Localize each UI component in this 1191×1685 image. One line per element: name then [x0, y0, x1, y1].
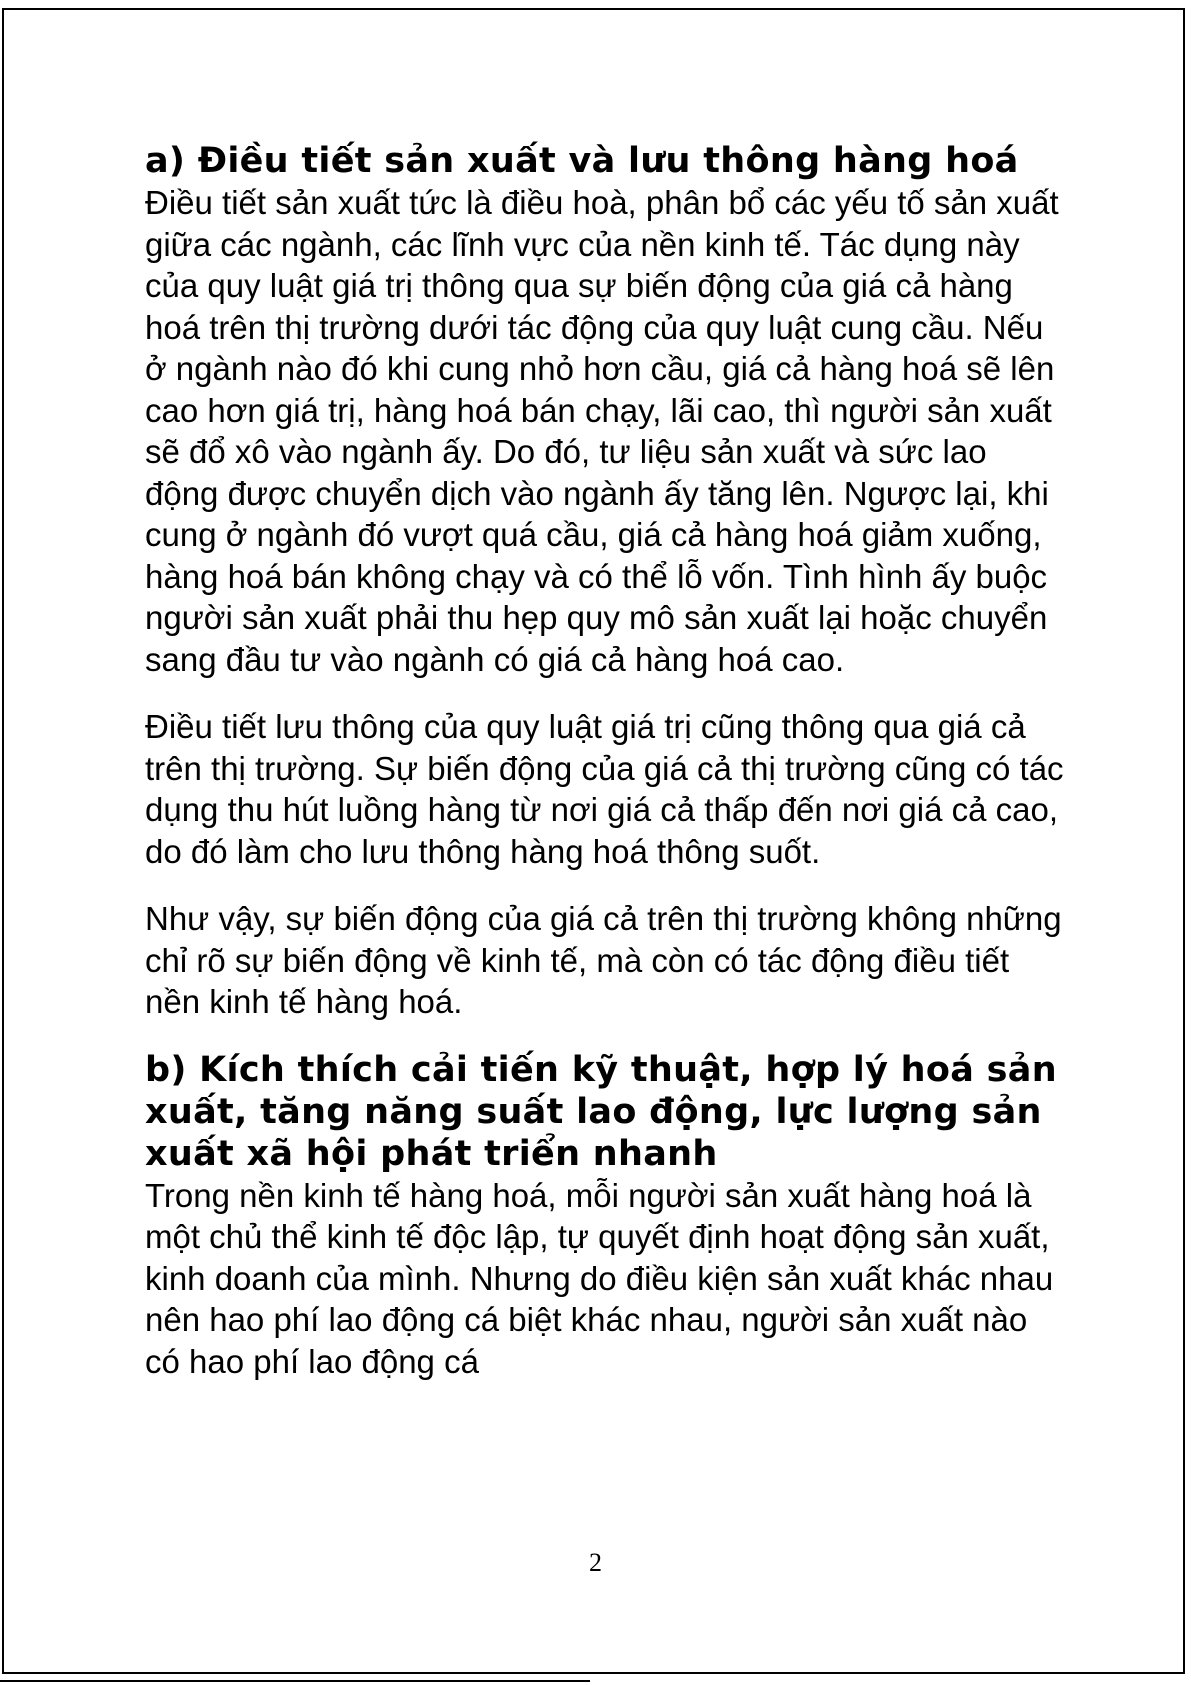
section-a-heading: a) Điều tiết sản xuất và lưu thông hàng hoá [145, 141, 1019, 181]
bottom-divider [0, 1680, 590, 1682]
page-number: 2 [589, 1548, 602, 1577]
section-a-paragraph-3: Như vậy, sự biến động của giá cả trên thị trường không những chỉ rõ sự biến động về kinh tế, mà còn có tác động điều tiết nền kinh tế hàng hoá. [145, 900, 1062, 1020]
section-a-paragraph-1: Điều tiết sản xuất tức là điều hoà, phân bổ các yếu tố sản xuất giữa các ngành, các lĩnh vực của nền kinh tế. Tác dụng này của quy luật giá trị thông qua sự biến động của giá cả hàng hoá trên thị trường dưới tác động của quy luật cung cầu. Nếu ở ngành nào đó khi cung nhỏ hơn cầu, giá cả hàng hoá sẽ lên cao hơn giá trị, hàng hoá bán chạy, lãi cao, thì người sản xuất sẽ đổ xô vào ngành ấy. Do đó, tư liệu sản xuất và sức lao động được chuyển dịch vào ngành ấy tăng lên. Ngược lại, khi cung ở ngành đó vượt quá cầu, giá cả hàng hoá giảm xuống, hàng hoá bán không chạy và có thể lỗ vốn. Tình hình ấy buộc người sản xuất phải thu hẹp quy mô sản xuất lại hoặc chuyển sang đầu tư vào ngành có giá cả hàng hoá cao. [145, 184, 1059, 678]
section-a-paragraph-2: Điều tiết lưu thông của quy luật giá trị cũng thông qua giá cả trên thị trường. Sự biến động của giá cả thị trường cũng có tác dụng thu hút luồng hàng từ nơi giá cả thấp đến nơi giá cả cao, do đó làm cho lưu thông hàng hoá thông suốt. [145, 708, 1064, 870]
document-body [145, 140, 1065, 1382]
section-b-paragraph-1: Trong nền kinh tế hàng hoá, mỗi người sản xuất hàng hoá là một chủ thể kinh tế độc lập, tự quyết định hoạt động sản xuất, kinh doanh của mình. Nhưng do điều kiện sản xuất khác nhau nên hao phí lao động cá biệt khác nhau, người sản xuất nào có hao phí lao động cá [145, 1176, 1054, 1380]
section-b-heading: b) Kích thích cải tiến kỹ thuật, hợp lý hoá sản xuất, tăng năng suất lao động, lực lượng sản xuất xã hội phát triển nhanh [145, 1049, 1057, 1174]
